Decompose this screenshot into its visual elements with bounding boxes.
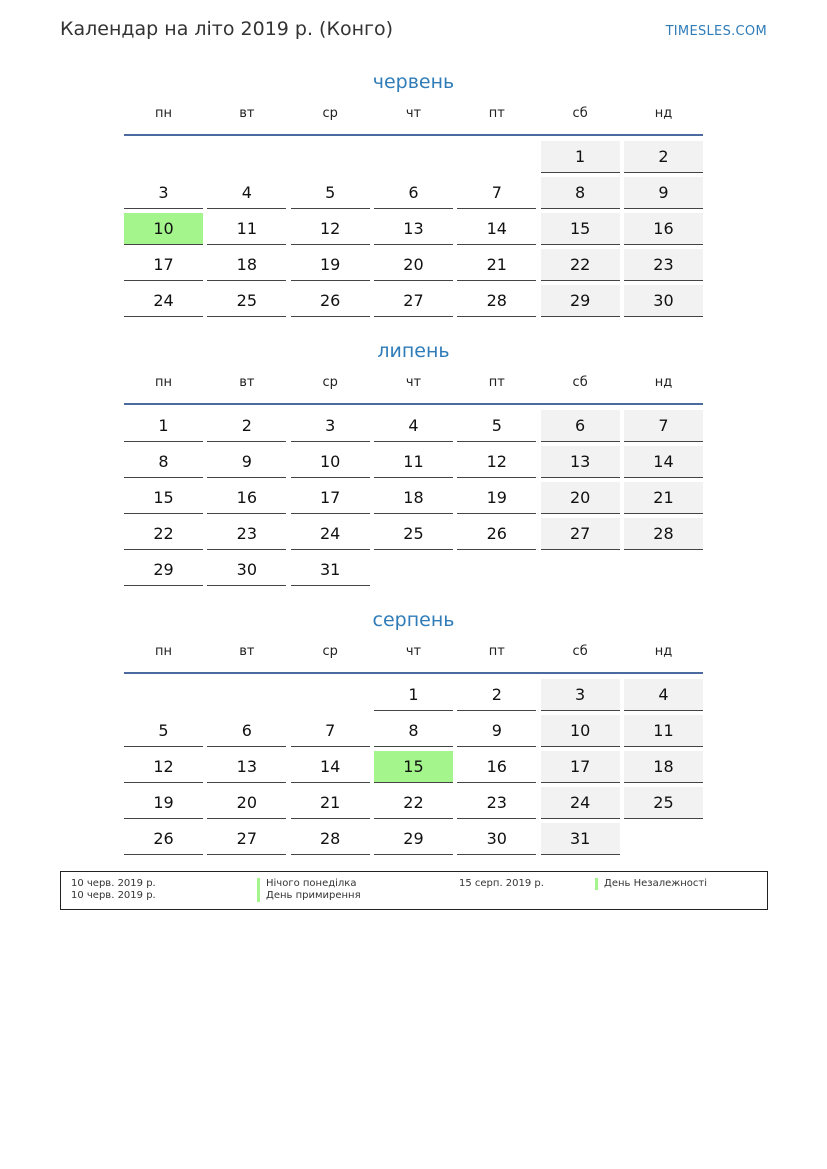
weekday-label: пн [155, 105, 172, 121]
day-cell: 11 [374, 446, 453, 478]
header-rule [124, 134, 703, 136]
day-cell: 3 [541, 679, 620, 711]
day-cell: 9 [457, 715, 536, 747]
day-cell: 24 [541, 787, 620, 819]
empty-cell [124, 141, 203, 172]
weekday-header [124, 365, 703, 399]
weekday-label: сб [572, 374, 588, 390]
weekday-label: пт [488, 374, 505, 390]
empty-cell [207, 141, 286, 172]
day-cell: 2 [624, 141, 703, 173]
day-cell: 22 [374, 787, 453, 819]
day-cell: 17 [124, 249, 203, 281]
day-cell: 26 [124, 823, 203, 855]
month-title: червень [372, 71, 455, 93]
weekday-label: сб [572, 643, 588, 659]
weekday-label: пн [155, 643, 172, 659]
day-cell: 29 [124, 554, 203, 586]
empty-cell [457, 141, 536, 172]
month-june [124, 68, 703, 317]
holiday-day-cell: 10 [124, 213, 203, 245]
day-cell: 23 [457, 787, 536, 819]
legend-date: 15 серп. 2019 р. [459, 878, 544, 889]
day-cell: 13 [207, 751, 286, 783]
weekday-header [124, 96, 703, 130]
day-cell: 1 [374, 679, 453, 711]
day-cell: 11 [624, 715, 703, 747]
day-cell: 25 [624, 787, 703, 819]
day-cell: 27 [541, 518, 620, 550]
empty-cell [207, 679, 286, 710]
day-cell: 2 [207, 410, 286, 442]
day-cell: 9 [624, 177, 703, 209]
month-august [124, 606, 703, 855]
day-cell: 12 [124, 751, 203, 783]
empty-cell [291, 679, 370, 710]
day-cell: 29 [541, 285, 620, 317]
legend-holiday-name: День примирення [257, 890, 361, 902]
month-july [124, 337, 703, 586]
day-cell: 4 [624, 679, 703, 711]
day-cell: 16 [207, 482, 286, 514]
day-cell: 16 [624, 213, 703, 245]
day-cell: 22 [124, 518, 203, 550]
weekday-label: нд [654, 105, 673, 121]
day-cell: 6 [541, 410, 620, 442]
day-cell: 12 [291, 213, 370, 245]
day-cell: 5 [457, 410, 536, 442]
day-cell: 30 [624, 285, 703, 317]
day-cell: 19 [291, 249, 370, 281]
day-cell: 31 [291, 554, 370, 586]
day-cell: 26 [457, 518, 536, 550]
day-cell: 20 [541, 482, 620, 514]
weekday-label: чт [405, 643, 422, 659]
day-cell: 8 [541, 177, 620, 209]
day-cell: 13 [541, 446, 620, 478]
legend-date: 10 черв. 2019 р. [71, 890, 156, 901]
legend-date: 10 черв. 2019 р. [71, 878, 156, 889]
day-cell: 12 [457, 446, 536, 478]
weekday-label: ср [322, 374, 338, 390]
day-grid [124, 679, 703, 855]
weekday-label: вт [239, 374, 255, 390]
day-grid [124, 141, 703, 317]
day-cell: 17 [541, 751, 620, 783]
day-cell: 31 [541, 823, 620, 855]
month-title: липень [377, 340, 450, 362]
empty-cell [124, 679, 203, 710]
empty-cell [374, 141, 453, 172]
page-title: Календар на літо 2019 р. (Конго) [60, 18, 394, 40]
day-cell: 17 [291, 482, 370, 514]
weekday-label: ср [322, 105, 338, 121]
day-cell: 4 [374, 410, 453, 442]
weekday-label: чт [405, 105, 422, 121]
day-cell: 4 [207, 177, 286, 209]
day-cell: 5 [124, 715, 203, 747]
day-cell: 26 [291, 285, 370, 317]
holiday-day-cell: 15 [374, 751, 453, 783]
day-cell: 6 [207, 715, 286, 747]
day-cell: 14 [457, 213, 536, 245]
holiday-legend [60, 871, 768, 910]
day-cell: 16 [457, 751, 536, 783]
weekday-label: сб [572, 105, 588, 121]
day-cell: 28 [624, 518, 703, 550]
day-cell: 29 [374, 823, 453, 855]
weekday-label: чт [405, 374, 422, 390]
weekday-label: нд [654, 374, 673, 390]
day-cell: 10 [291, 446, 370, 478]
header-rule [124, 672, 703, 674]
day-cell: 21 [291, 787, 370, 819]
day-cell: 20 [207, 787, 286, 819]
day-cell: 24 [291, 518, 370, 550]
day-grid [124, 410, 703, 586]
day-cell: 7 [624, 410, 703, 442]
day-cell: 20 [374, 249, 453, 281]
day-cell: 27 [374, 285, 453, 317]
day-cell: 1 [124, 410, 203, 442]
site-link[interactable]: TIMESLES.COM [665, 24, 767, 39]
weekday-header [124, 634, 703, 668]
day-cell: 14 [624, 446, 703, 478]
day-cell: 22 [541, 249, 620, 281]
header-rule [124, 403, 703, 405]
weekday-label: пн [155, 374, 172, 390]
day-cell: 23 [207, 518, 286, 550]
day-cell: 28 [457, 285, 536, 317]
day-cell: 3 [291, 410, 370, 442]
day-cell: 10 [541, 715, 620, 747]
day-cell: 7 [291, 715, 370, 747]
day-cell: 15 [124, 482, 203, 514]
day-cell: 13 [374, 213, 453, 245]
weekday-label: вт [239, 643, 255, 659]
day-cell: 23 [624, 249, 703, 281]
day-cell: 15 [541, 213, 620, 245]
weekday-label: пт [488, 643, 505, 659]
day-cell: 18 [624, 751, 703, 783]
weekday-label: вт [239, 105, 255, 121]
day-cell: 7 [457, 177, 536, 209]
day-cell: 18 [374, 482, 453, 514]
day-cell: 25 [207, 285, 286, 317]
month-title: серпень [372, 609, 455, 631]
day-cell: 8 [124, 446, 203, 478]
day-cell: 8 [374, 715, 453, 747]
legend-holiday-name: День Незалежності [595, 878, 707, 890]
day-cell: 30 [207, 554, 286, 586]
day-cell: 24 [124, 285, 203, 317]
day-cell: 27 [207, 823, 286, 855]
day-cell: 3 [124, 177, 203, 209]
day-cell: 30 [457, 823, 536, 855]
weekday-label: ср [322, 643, 338, 659]
day-cell: 9 [207, 446, 286, 478]
day-cell: 6 [374, 177, 453, 209]
day-cell: 21 [624, 482, 703, 514]
day-cell: 18 [207, 249, 286, 281]
legend-holiday-name: Нічого понеділка [257, 878, 356, 890]
weekday-label: нд [654, 643, 673, 659]
day-cell: 21 [457, 249, 536, 281]
day-cell: 14 [291, 751, 370, 783]
day-cell: 11 [207, 213, 286, 245]
day-cell: 19 [124, 787, 203, 819]
day-cell: 1 [541, 141, 620, 173]
day-cell: 19 [457, 482, 536, 514]
day-cell: 25 [374, 518, 453, 550]
day-cell: 28 [291, 823, 370, 855]
day-cell: 5 [291, 177, 370, 209]
empty-cell [291, 141, 370, 172]
weekday-label: пт [488, 105, 505, 121]
day-cell: 2 [457, 679, 536, 711]
